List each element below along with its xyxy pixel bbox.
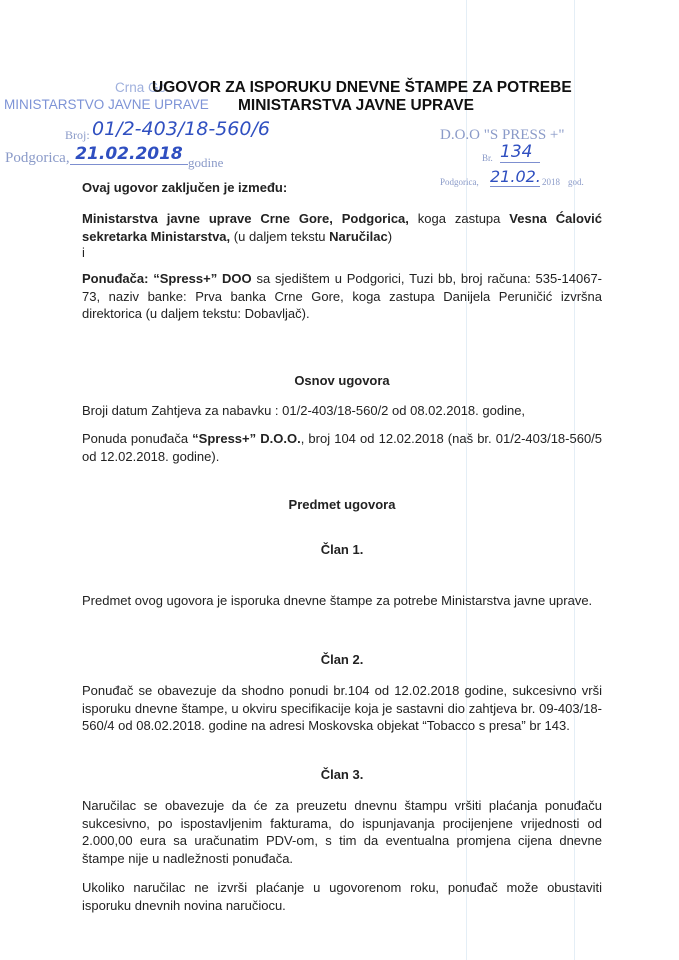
party1-name: Ministarstva javne uprave Crne Gore, Podgorica, bbox=[82, 211, 409, 226]
party1-text3: ) bbox=[387, 228, 393, 244]
right-date-value: 21.02. bbox=[490, 167, 541, 186]
party2 bbox=[82, 270, 602, 323]
clan1-heading: Član 1. bbox=[320, 542, 364, 557]
osnov-p2-text2: , broj 104 od 12.02.2018 (naš br. 01/2-403/18-560/5 od 12.02.2018. godine). bbox=[82, 431, 603, 464]
right-city-label: Podgorica, bbox=[440, 177, 479, 187]
clan1-text: Predmet ovog ugovora je isporuka dnevne štampe za potrebe Ministarstva javne uprave. bbox=[82, 593, 593, 608]
clan3-text1: Naručilac se obavezuje da će za preuzetu dnevnu štampu vršiti plaćanja ponuđaču sukcesivno, po ispostavljenim fakturama, do ispunjavanja procijenjene vrijednosti od 2.000,00 eura sa uračunatim PDV-om, s tim da eventualna promjena cijena dnevne štampe nije u nadležnosti ponuđača. bbox=[82, 798, 602, 866]
osnov-p1: Broji datum Zahtjeva za nabavku : 01/2-403/18-560/2 od 08.02.2018. godine, bbox=[82, 403, 526, 418]
title-line1: UGOVOR ZA ISPORUKU DNEVNE ŠTAMPE ZA POTREBE bbox=[152, 79, 572, 96]
title-line2: MINISTARSTVA JAVNE UPRAVE bbox=[238, 97, 474, 114]
clan3-text2: Ukoliko naručilac ne izvrši plaćanje u ugovorenom roku, ponuđač može obustaviti isporuku dnevnih novina naručiocu. bbox=[82, 880, 602, 913]
broj-value: 01/2-403/18-560/6 bbox=[92, 118, 270, 140]
party1-text2: (u daljem tekstu bbox=[230, 228, 330, 244]
osnov-p2-doo: D.O.O. bbox=[256, 431, 301, 446]
osnov-p2-text1: Ponuda ponuđača bbox=[82, 431, 193, 446]
osnov-p2 bbox=[82, 430, 602, 465]
osnov-heading: Osnov ugovora bbox=[294, 373, 390, 388]
party2-text: sa sjedištem u Podgorici, Tuzi bb, broj računa: 535-14067-73, naziv banke: Prva banka Crne Gore, koga zastupa Danijela Peruničić izvršna direktorica (u daljem tekstu: Dobavljač). bbox=[82, 271, 602, 321]
date-value: 21.02.2018 bbox=[70, 144, 188, 165]
city-label: Podgorica, bbox=[5, 150, 70, 166]
clan3-heading: Član 3. bbox=[320, 767, 364, 782]
right-broj-label: Br. bbox=[482, 153, 493, 163]
godine: godine bbox=[188, 155, 224, 170]
broj-label: Broj: bbox=[65, 128, 90, 142]
right-year: 2018 bbox=[542, 177, 560, 187]
party1-rep: Vesna Ćalović sekretarka Ministarstva, bbox=[82, 211, 602, 244]
party1-text: koga zastupa bbox=[408, 211, 510, 226]
osnov-p2-company: “Spress+” bbox=[192, 431, 257, 446]
right-god: god. bbox=[568, 177, 584, 187]
party1-role: Naručilac bbox=[329, 228, 388, 244]
company-stamp: D.O.O "S PRESS +" bbox=[440, 127, 565, 143]
intro: Ovaj ugovor zaključen je između: bbox=[82, 180, 288, 195]
clan2-text: Ponuđač se obavezuje da shodno ponudi br.104 od 12.02.2018 godine, sukcesivno vrši isporuku dnevne štampe, u okviru specifikacije koja je sastavni dio zahtjeva br. 09-403/18-560/4 od 08.02.2018. godine na adresi Moskovska objekat “Tobacco s presa” br 143. bbox=[82, 683, 602, 733]
clan2-heading: Član 2. bbox=[320, 652, 364, 667]
stamp-crna-gora: Crna Go bbox=[115, 80, 167, 95]
predmet-heading: Predmet ugovora bbox=[288, 497, 396, 512]
party1 bbox=[82, 210, 602, 245]
party2-name: Ponuđača: “Spress+” DOO bbox=[82, 271, 252, 286]
stamp-ministry: MINISTARSTVO JAVNE UPRAVE bbox=[4, 97, 209, 112]
right-broj-value: 134 bbox=[500, 142, 540, 163]
and: i bbox=[82, 245, 85, 260]
